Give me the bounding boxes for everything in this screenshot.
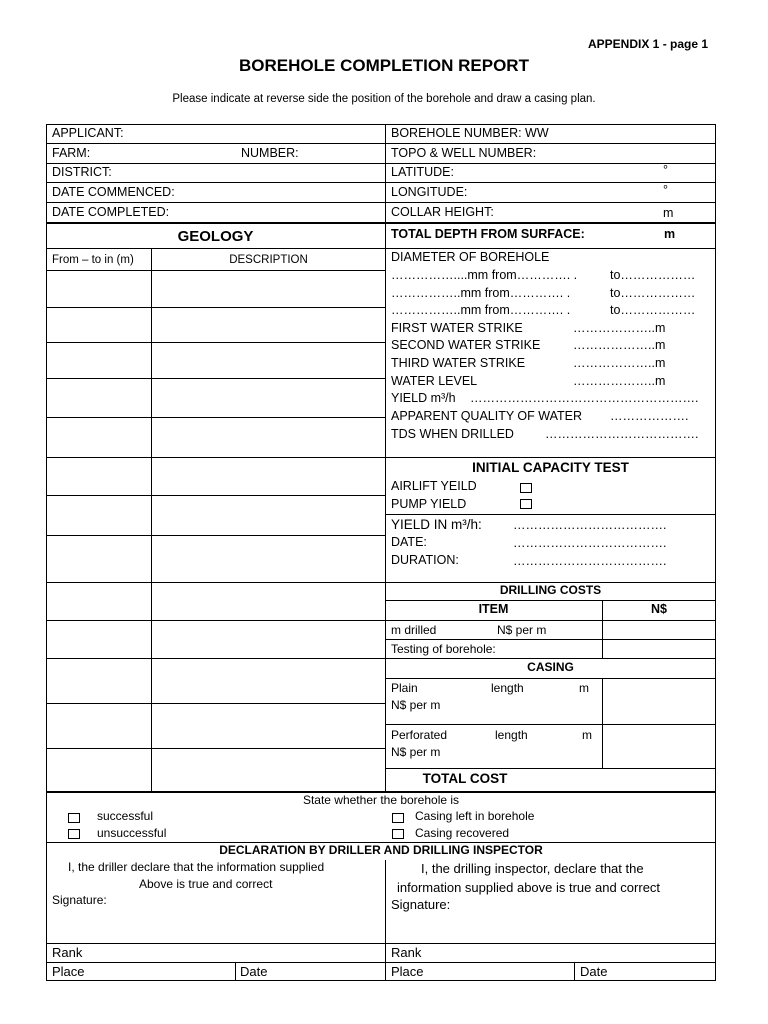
rule xyxy=(151,248,152,791)
m-drilled-label: m drilled xyxy=(391,623,437,637)
casing-recovered-label: Casing recovered xyxy=(415,826,510,840)
collar-height-label[interactable]: COLLAR HEIGHT: xyxy=(391,205,494,219)
rule xyxy=(385,639,716,640)
rule xyxy=(46,620,385,621)
rule xyxy=(46,378,385,379)
diameter-row-2-to[interactable]: to……………… xyxy=(610,286,696,300)
appendix-label: APPENDIX 1 - page 1 xyxy=(588,37,709,51)
duration-label: DURATION: xyxy=(391,553,459,567)
inspector-rank[interactable]: Rank xyxy=(391,945,422,960)
perforated-label: Perforated xyxy=(391,728,448,742)
rule xyxy=(385,600,716,601)
currency-header: N$ xyxy=(651,602,667,616)
state-title: State whether the borehole is xyxy=(302,793,460,807)
rule xyxy=(46,143,716,144)
unsuccessful-checkbox[interactable] xyxy=(68,829,80,839)
inspector-date[interactable]: Date xyxy=(580,964,608,979)
perforated-unit: m xyxy=(582,728,592,742)
rule xyxy=(385,724,716,725)
yield-in-label: YIELD IN m³/h: xyxy=(391,517,482,532)
diameter-row-2[interactable]: ……………..mm from…………. . xyxy=(391,286,571,300)
inspector-signature[interactable]: Signature: xyxy=(391,897,451,912)
rule xyxy=(46,658,385,659)
district-label[interactable]: DISTRICT: xyxy=(52,165,112,179)
geology-title: GEOLOGY xyxy=(177,228,254,245)
diameter-label: DIAMETER OF BOREHOLE xyxy=(391,250,550,264)
rule xyxy=(46,582,385,583)
rule xyxy=(235,962,236,981)
total-depth-label[interactable]: TOTAL DEPTH FROM SURFACE: xyxy=(391,227,585,241)
inspector-declaration-2: information supplied above is true and correct xyxy=(397,880,661,895)
rule xyxy=(46,457,385,458)
second-strike-value[interactable]: ………………..m xyxy=(573,338,666,352)
water-level-value[interactable]: ………………..m xyxy=(573,374,666,388)
col-desc-header: DESCRIPTION xyxy=(229,254,308,266)
airlift-checkbox[interactable] xyxy=(520,483,532,493)
quality-value[interactable]: ………………. xyxy=(610,409,689,423)
tds-label: TDS WHEN DRILLED xyxy=(391,427,514,441)
driller-date[interactable]: Date xyxy=(240,964,268,979)
rule xyxy=(46,202,716,203)
rule xyxy=(46,943,716,944)
water-level-label: WATER LEVEL xyxy=(391,374,478,388)
item-header: ITEM xyxy=(478,602,509,616)
yield-label: YIELD m³/h xyxy=(391,391,456,405)
longitude-degree: ° xyxy=(663,183,668,197)
rule xyxy=(46,417,385,418)
rule xyxy=(385,514,716,515)
rule xyxy=(46,703,385,704)
pump-checkbox[interactable] xyxy=(520,499,532,509)
inspector-place[interactable]: Place xyxy=(391,964,424,979)
diameter-row-3-to[interactable]: to……………… xyxy=(610,303,696,317)
topo-well-label[interactable]: TOPO & WELL NUMBER: xyxy=(391,146,537,160)
casing-left-checkbox[interactable] xyxy=(392,813,404,823)
diameter-row-3[interactable]: ……………..mm from…………. . xyxy=(391,303,571,317)
plain-label: Plain xyxy=(391,681,418,695)
diameter-row-1[interactable]: ……………....mm from…………. . xyxy=(391,268,578,282)
rule xyxy=(46,748,385,749)
testing-label: Testing of borehole: xyxy=(391,642,496,656)
plain-unit: m xyxy=(579,681,589,695)
rule xyxy=(385,457,716,458)
instruction-text: Please indicate at reverse side the position of the borehole and draw a casing plan. xyxy=(172,93,596,105)
successful-label: successful xyxy=(97,809,154,823)
rule xyxy=(385,768,716,769)
duration-value[interactable]: ………………………………. xyxy=(513,554,667,568)
rule xyxy=(46,962,716,963)
total-cost-label: TOTAL COST xyxy=(422,771,508,786)
rule xyxy=(46,342,385,343)
test-date-label: DATE: xyxy=(391,535,427,549)
rule xyxy=(385,620,716,621)
latitude-label[interactable]: LATITUDE: xyxy=(391,165,454,179)
inspector-declaration-1: I, the drilling inspector, declare that the xyxy=(421,861,644,876)
pump-label: PUMP YIELD xyxy=(391,497,467,511)
first-strike-value[interactable]: ………………..m xyxy=(573,321,666,335)
farm-label[interactable]: FARM: xyxy=(52,146,91,160)
quality-label: APPARENT QUALITY OF WATER xyxy=(391,409,583,423)
costs-title: DRILLING COSTS xyxy=(499,583,602,597)
borehole-number-label[interactable]: BOREHOLE NUMBER: WW xyxy=(391,126,549,140)
rule xyxy=(46,163,716,164)
driller-declaration-1: I, the driller declare that the information supplied xyxy=(68,860,325,874)
yield-in-value[interactable]: ………………………………. xyxy=(513,518,667,532)
first-strike-label: FIRST WATER STRIKE xyxy=(391,321,523,335)
rule xyxy=(46,222,716,224)
perforated-length: length xyxy=(495,728,528,742)
date-commenced-label[interactable]: DATE COMMENCED: xyxy=(52,185,175,199)
total-depth-unit: m xyxy=(664,227,676,241)
number-label[interactable]: NUMBER: xyxy=(241,146,299,160)
casing-recovered-checkbox[interactable] xyxy=(392,829,404,839)
plain-length: length xyxy=(491,681,524,695)
yield-value[interactable]: ………………………………………………. xyxy=(470,391,699,405)
driller-place[interactable]: Place xyxy=(52,964,85,979)
declaration-title: DECLARATION BY DRILLER AND DRILLING INSPECTOR xyxy=(219,843,543,857)
rule xyxy=(46,248,716,249)
rule xyxy=(46,307,385,308)
unsuccessful-label: unsuccessful xyxy=(97,826,167,840)
test-date-value[interactable]: ………………………………. xyxy=(513,536,667,550)
airlift-label: AIRLIFT YEILD xyxy=(391,479,477,493)
diameter-row-1-to[interactable]: to……………… xyxy=(610,268,696,282)
casing-left-label: Casing left in borehole xyxy=(415,809,535,823)
driller-signature[interactable]: Signature: xyxy=(52,893,107,907)
driller-declaration-2: Above is true and correct xyxy=(139,877,273,891)
rule xyxy=(602,678,603,768)
applicant-label[interactable]: APPLICANT: xyxy=(52,126,124,140)
rule xyxy=(385,678,716,679)
tds-value[interactable]: ………………………………. xyxy=(545,427,699,441)
second-strike-label: SECOND WATER STRIKE xyxy=(391,338,541,352)
rule xyxy=(574,962,575,981)
third-strike-label: THIRD WATER STRIKE xyxy=(391,356,526,370)
m-drilled-per-m: N$ per m xyxy=(497,623,547,637)
rule xyxy=(385,658,716,659)
longitude-label[interactable]: LONGITUDE: xyxy=(391,185,468,199)
plain-per-m: N$ per m xyxy=(391,698,441,712)
capacity-title: INITIAL CAPACITY TEST xyxy=(472,460,629,475)
casing-title: CASING xyxy=(527,660,574,674)
successful-checkbox[interactable] xyxy=(68,813,80,823)
page-title: BOREHOLE COMPLETION REPORT xyxy=(239,56,529,75)
perforated-per-m: N$ per m xyxy=(391,745,441,759)
col-from-header: From – to in (m) xyxy=(52,254,134,266)
date-completed-label[interactable]: DATE COMPLETED: xyxy=(52,205,170,219)
rule xyxy=(46,270,385,271)
driller-rank[interactable]: Rank xyxy=(52,945,83,960)
latitude-degree: ° xyxy=(663,163,668,177)
collar-height-unit: m xyxy=(663,206,674,220)
rule xyxy=(46,495,385,496)
third-strike-value[interactable]: ………………..m xyxy=(573,356,666,370)
rule xyxy=(46,535,385,536)
rule xyxy=(46,182,716,183)
